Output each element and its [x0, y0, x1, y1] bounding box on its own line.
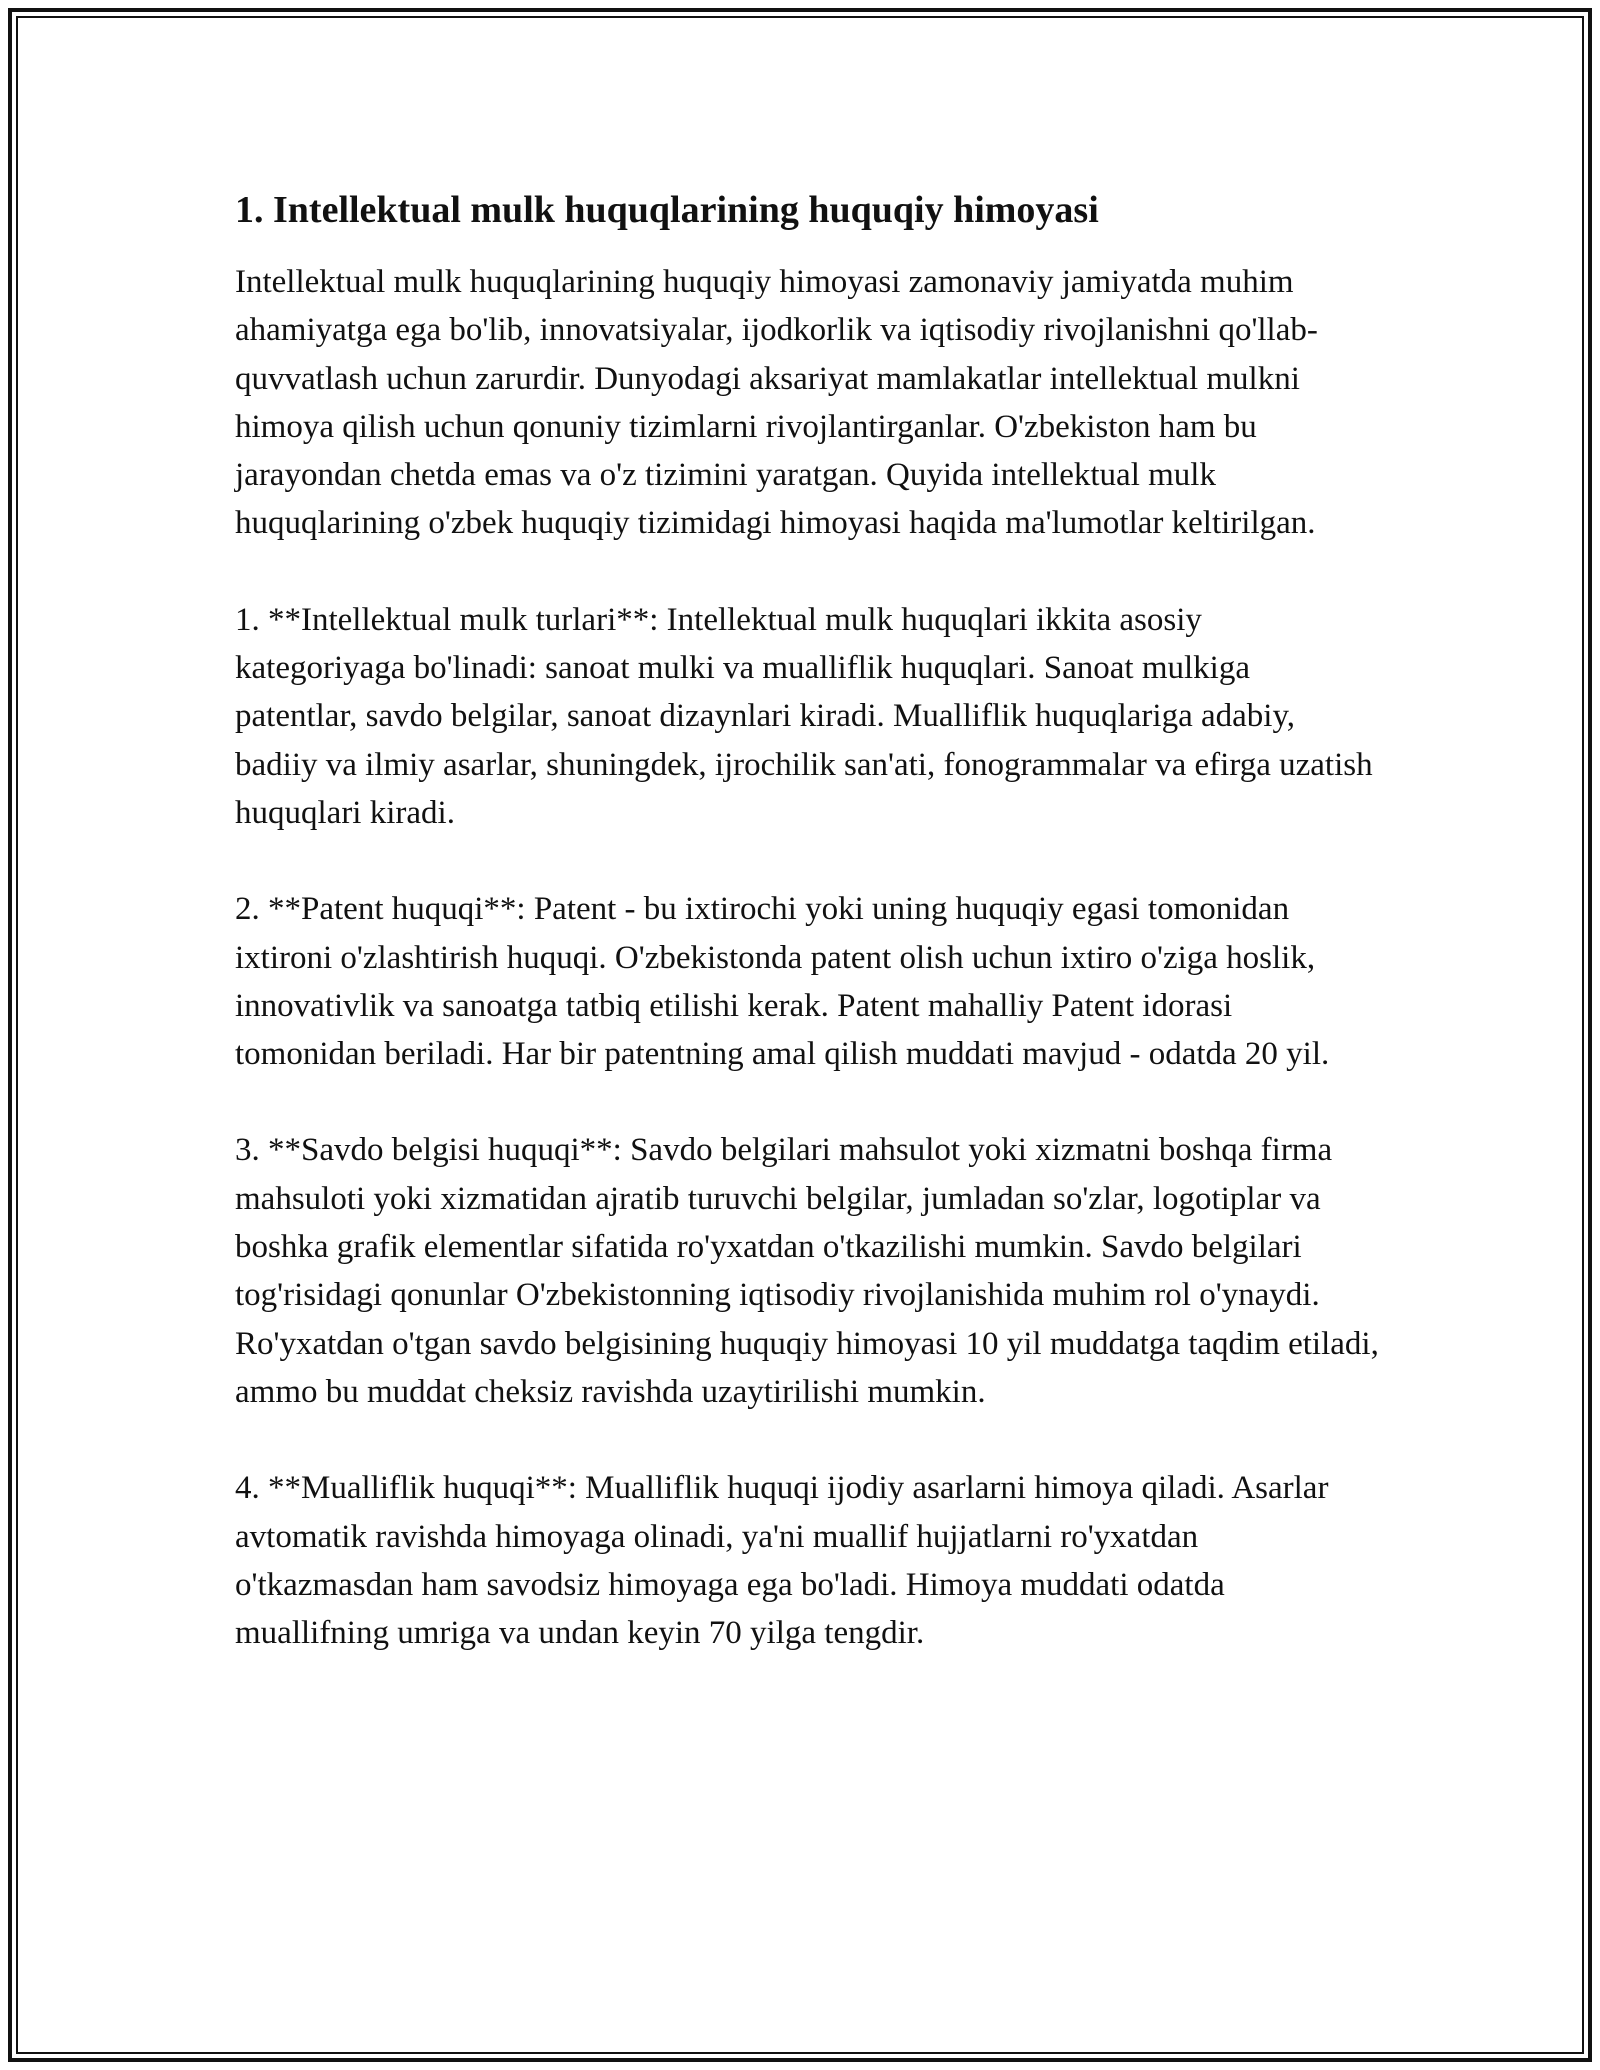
patent-right-paragraph: 2. **Patent huquqi**: Patent - bu ixtirochi yoki uning huquqiy egasi tomonidan ixtironi o'zlashtirish huquqi. O'zbekistonda patent olish uchun ixtiro o'ziga hoslik, innovativlik va sanoatga tatbiq etilishi kerak. Patent mahalliy Patent idorasi tomonidan beriladi. Har bir patentning amal qilish muddati mavjud - odatda 20 yil. — [235, 891, 1330, 1073]
trademark-right-paragraph: 3. **Savdo belgisi huquqi**: Savdo belgilari mahsulot yoki xizmatni boshqa firma mahsuloti yoki xizmatidan ajratib turuvchi belgilar, jumladan so'zlar, logotiplar va boshka grafik elementlar sifatida ro'yxatdan o'tkazilishi mumkin. Savdo belgilari tog'risidagi qonunlar O'zbekistonning iqtisodiy rivojlanishida muhim rol o'ynaydi. Ro'yxatdan o'tgan savdo belgisining huquqiy himoyasi 10 yil muddatga taqdim etiladi, ammo bu muddat cheksiz ravishda uzaytirilishi mumkin. — [235, 1132, 1379, 1410]
document-body — [235, 186, 1380, 1705]
intellectual-property-types-paragraph: 1. **Intellektual mulk turlari**: Intellektual mulk huquqlari ikkita asosiy kategoriyaga bo'linadi: sanoat mulki va mualliflik huquqlari. Sanoat mulkiga patentlar, savdo belgilar, sanoat dizaynlari kiradi. Mualliflik huquqlariga adabiy, badiiy va ilmiy asarlar, shuningdek, ijrochilik san'ati, fonogrammalar va efirga uzatish huquqlari kiradi. — [235, 601, 1373, 831]
copyright-paragraph: 4. **Mualliflik huquqi**: Mualliflik huquqi ijodiy asarlarni himoya qiladi. Asarlar avtomatik ravishda himoyaga olinadi, ya'ni muallif hujjatlarni ro'yxatdan o'tkazmasdan ham savodsiz himoyaga ega bo'ladi. Himoya muddati odatda muallifning umriga va undan keyin 70 yilga tengdir. — [235, 1470, 1329, 1652]
document-title: 1. Intellektual mulk huquqlarining huquqiy himoyasi — [235, 189, 1099, 231]
intro-paragraph: Intellektual mulk huquqlarining huquqiy himoyasi zamonaviy jamiyatda muhim ahamiyatga ega bo'lib, innovatsiyalar, ijodkorlik va iqtisodiy rivojlanishni qo'llab-quvvatlash uchun zarurdir. Dunyodagi aksariyat mamlakatlar intellektual mulkni himoya qilish uchun qonuniy tizimlarni rivojlantirganlar. O'zbekiston ham bu jarayondan chetda emas va o'z tizimini yaratgan. Quyida intellektual mulk huquqlarining o'zbek huquqiy tizimidagi himoyasi haqida ma'lumotlar keltirilgan. — [235, 264, 1318, 542]
